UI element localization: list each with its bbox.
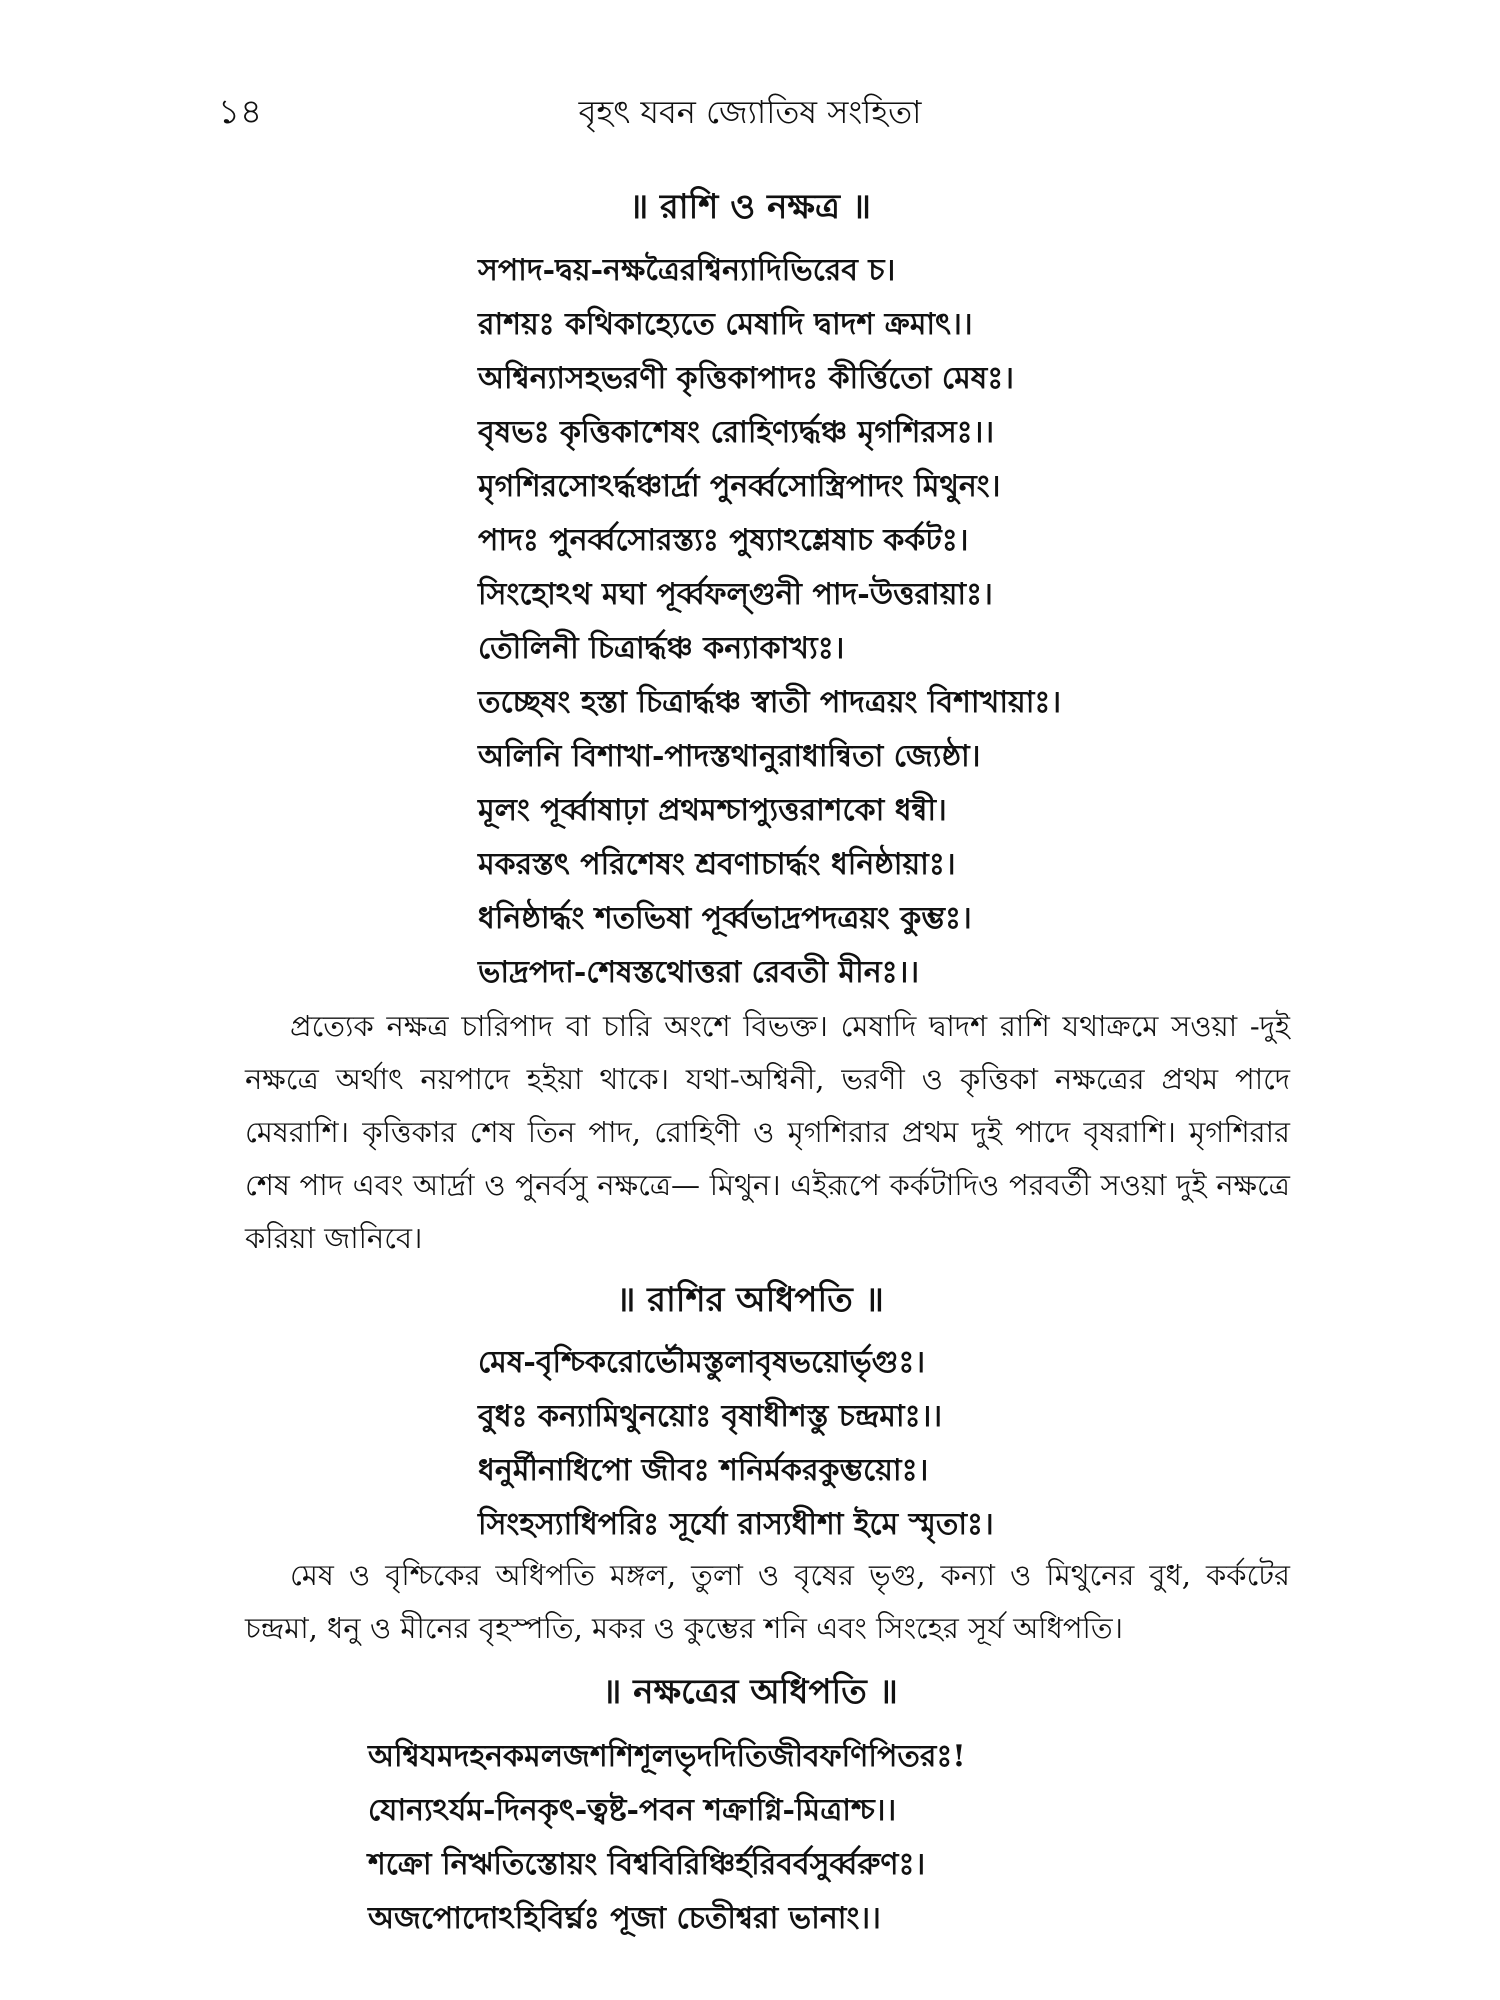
verse-line: তৌলিনী চিত্রার্দ্ধঞ্চ কন্যাকাখ্যঃ। xyxy=(478,631,845,666)
verse-line: তচ্ছেষং হস্তা চিত্রার্দ্ধঞ্চ স্বাতী পাদত্রয়ং বিশাখায়াঃ। xyxy=(478,685,1062,720)
running-title: বৃহৎ যবন জ্যোতিষ সংহিতা xyxy=(578,93,922,131)
verse-line: বুধঃ কন্যামিথুনয়োঃ বৃষাধীশস্তু চন্দ্রমাঃ।। xyxy=(478,1399,943,1434)
verse-block-nakshatrer-adhipati xyxy=(368,1730,966,1946)
verse-line: ভাদ্রপদা-শেষস্তথোত্তরা রেবতী মীনঃ।। xyxy=(478,955,920,990)
verse-line: মৃগশিরসোঽর্দ্ধঞ্চার্দ্রা পুনর্ব্বসোস্ত্রিপাদং মিথুনং। xyxy=(478,469,1001,504)
verse-line: অজপোদোঽহিবির্ঘ্নঃ পূজা চেতীশ্বরা ভানাং।। xyxy=(368,1901,881,1936)
section-heading-rashir-adhipati: ॥ রাশির অধিপতি ॥ xyxy=(616,1280,884,1320)
verse-line: রাশয়ঃ কথিকাহ্যেতে মেষাদি দ্বাদশ ক্রমাৎ।। xyxy=(478,307,973,342)
verse-line: অশ্বিযমদহনকমলজশশিশূলভৃদদিতিজীবফণিপিতরঃ! xyxy=(368,1739,966,1774)
verse-block-rashi-nakshatra xyxy=(478,244,1061,1000)
verse-line: মূলং পূর্ব্বাষাঢ়া প্রথমশ্চাপ্যুত্তরাশকো ধন্বী। xyxy=(478,793,947,828)
section-heading-rashi-nakshatra: ॥ রাশি ও নক্ষত্র ॥ xyxy=(628,187,872,227)
commentary-rashi-nakshatra: প্রত্যেক নক্ষত্র চারিপাদ বা চারি অংশে বিভক্ত। মেষাদি দ্বাদশ রাশি যথাক্রমে সওয়া -দুই নক্ষত্রে অর্থাৎ নয়পাদে হইয়া থাকে। যথা-অশ্বিনী, ভরণী ও কৃত্তিকা নক্ষত্রের প্রথম পাদে মেষরাশি। কৃত্তিকার শেষ তিন পাদ, রোহিণী ও মৃগশিরার প্রথম দুই পাদে বৃষরাশি। মৃগশিরার শেষ পাদ এবং আর্দ্রা ও পুনর্বসু নক্ষত্রে— মিথুন। এইরূপে কর্কটাদিও পরবর্তী সওয়া দুই নক্ষত্রে করিয়া জানিবে। xyxy=(245,1009,1290,1255)
section-heading-nakshatrer-adhipati: ॥ নক্ষত্রের অধিপতি ॥ xyxy=(602,1672,898,1712)
verse-line: ধনিষ্ঠার্দ্ধং শতভিষা পূর্ব্বভাদ্রপদত্রয়ং কুম্ভঃ। xyxy=(478,901,972,936)
verse-line: সপাদ-দ্বয়-নক্ষত্রৈরশ্বিন্যাদিভিরেব চ। xyxy=(478,253,896,288)
verse-line: শক্রো নিঋতিস্তোয়ং বিশ্ববিরিঞ্চির্হরিবর্বসুর্ব্বরুণঃ। xyxy=(368,1847,926,1882)
verse-line: ধনুর্মীনাধিপো জীবঃ শনির্মকরকুম্ভয়োঃ। xyxy=(478,1453,929,1488)
verse-line: অলিনি বিশাখা-পাদস্তথানুরাধান্বিতা জ্যেষ্ঠা। xyxy=(478,739,981,774)
commentary-rashir-adhipati: মেষ ও বৃশ্চিকের অধিপতি মঙ্গল, তুলা ও বৃষের ভৃগু, কন্যা ও মিথুনের বুধ, কর্কটের চন্দ্রমা, ধনু ও মীনের বৃহস্পতি, মকর ও কুম্ভের শনি এবং সিংহের সূর্য অধিপতি। xyxy=(245,1558,1290,1645)
verse-block-rashir-adhipati xyxy=(478,1336,994,1552)
verse-line: বৃষভঃ কৃত্তিকাশেষং রোহিণ্যর্দ্ধঞ্চ মৃগশিরসঃ।। xyxy=(478,415,995,450)
verse-line: পাদঃ পুনর্ব্বসোরস্ত্যঃ পুষ্যাঽশ্লেষাচ কর্কটঃ। xyxy=(478,523,969,558)
verse-line: যোন্যঽর্যম-দিনকৃৎ-ত্বষ্ট-পবন শক্রাগ্নি-মিত্রাশ্চ।। xyxy=(368,1793,897,1828)
verse-line: অশ্বিন্যাসহভরণী কৃত্তিকাপাদঃ কীর্ত্তিতো মেষঃ। xyxy=(478,361,1014,396)
verse-line: মেষ-বৃশ্চিকরোর্ভৌমস্তুলাবৃষভয়োর্ভৃগুঃ। xyxy=(478,1345,926,1380)
page-number: ১৪ xyxy=(218,92,263,132)
verse-line: সিংহোঽথ মঘা পূর্ব্বফল্গুনী পাদ-উত্তরায়াঃ। xyxy=(478,577,993,612)
verse-line: মকরস্তৎ পরিশেষং শ্রবণাচার্দ্ধং ধনিষ্ঠায়াঃ। xyxy=(478,847,956,882)
verse-line: সিংহস্যাধিপরিঃ সূর্যো রাস্যধীশা ইমে স্মৃতাঃ। xyxy=(478,1507,994,1542)
